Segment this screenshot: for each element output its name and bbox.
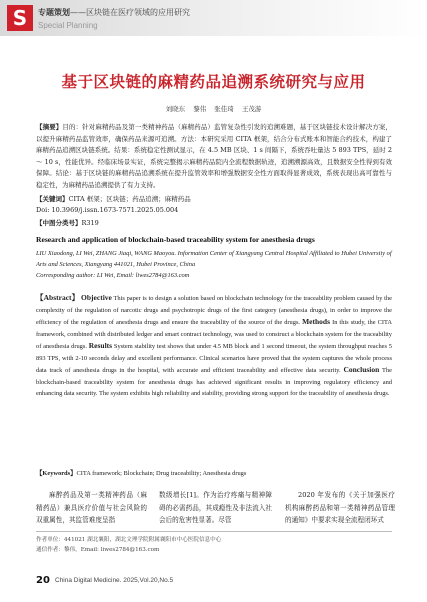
abstract-en-label: 【Abstract】 bbox=[36, 293, 80, 302]
methods-label: Methods bbox=[302, 317, 331, 326]
column-subtitle: ——区块链在医疗领域的应用研究 bbox=[70, 8, 190, 17]
classification-text: R319 bbox=[81, 219, 99, 227]
keywords-en-label: 【Keywords】 bbox=[36, 470, 77, 477]
methods-text: In this study, the CITA framework, combined with distributed ledger and smart contract technology, was used to construct a blockchain system for the traceability of anesthesia drugs. bbox=[36, 319, 393, 350]
page-number: 20 bbox=[36, 575, 50, 586]
footnote-unit: 作者单位：441021 湖北襄阳，湖北文理学院附属襄阳市中心医院信息中心 bbox=[36, 537, 222, 543]
authors-en: LIU Xiaodong, LI Wei, ZHANG Jiaqi, WANG Maoyou. Information Center of Xiangyang Central Hospital Affiliated to Hubei University of Arts and Sciences, Xiangyang 441021, Hubei Province, China bbox=[36, 250, 392, 268]
keywords-cn-text: CITA 框架；区块链；药品追溯；麻精药品 bbox=[68, 195, 191, 203]
conclusion-label: Conclusion bbox=[343, 365, 380, 374]
article-title-cn: 基于区块链的麻精药品追溯系统研究与应用 bbox=[61, 73, 366, 91]
classification bbox=[36, 218, 99, 227]
body-column-3: 2020 年发布的《关于加强医疗机构麻醉药品和第一类精神药品管理的通知》中要求实现全流程闭环式 bbox=[285, 491, 395, 525]
body-column-2: 数级增长[1]。作为治疗疼痛与精神障碍的必需药品，其成瘾性及非法流入社会后的危害性显著。尽管 bbox=[159, 491, 272, 525]
column-name: 专题策划 bbox=[38, 8, 70, 17]
footnote-corresponding: 通信作者：黎伟，Email: liwes2784@163.com bbox=[36, 547, 160, 553]
classification-label: 【中图分类号】 bbox=[36, 219, 82, 227]
article-title-en: Research and application of blockchain-based traceability system for anesthesia drugs bbox=[36, 235, 315, 244]
keywords-en bbox=[36, 468, 392, 477]
conclusion-text: The blockchain-based traceability system for anesthesia drugs has achieved significant results in improving regulatory efficiency and enhancing data security. The system exhibits high reliability and stability, providing strong support for the traceability of anesthesia drugs. bbox=[36, 367, 392, 397]
section-header-bar bbox=[0, 0, 427, 36]
column-title-en: Special Planning bbox=[38, 21, 98, 30]
doi: Doi: 10.3969/j.issn.1673-7571.2025.05.004 bbox=[36, 206, 179, 214]
authors-affiliation-en bbox=[36, 249, 396, 281]
objective-text: This paper is to design a solution based on blockchain technology for the traceability problem caused by the complexity of the regulation of narcotic drugs and psychotropic drugs of the first category (anesthesia drugs), in order to improve the efficiency of the regulation of anesthesia drugs and ensure the traceability of the source of the drugs. bbox=[36, 295, 392, 326]
abstract-cn bbox=[36, 122, 392, 192]
corresponding-author-en: Corresponding author: LI Wei, Email: liwes2784@163.com bbox=[36, 271, 190, 279]
results-text: System stability test shows that under 4.5 MB block and 1 second timeout, the system throughput reaches 5 893 TPS, with 2-10 seconds delay and excellent performance. Clinical scenarios have proved that the system captures the whole process data track of anesthesia drugs in the hospital, with accurate and efficient traceability and effective data security. bbox=[36, 343, 392, 374]
keywords-cn-label: 【关键词】 bbox=[36, 195, 69, 203]
column-title bbox=[38, 7, 190, 18]
abstract-cn-text: 目的：针对麻精药品及第一类精神药品（麻精药品）监管复杂性引发的追溯难题，基于区块链技术设计解决方案，以提升麻精药品监管效率，确保药品来源可追溯。方法：本研究采用 CITA 框架，结合分布式账本和智能合约技术，构建了麻精药品追溯区块链系统。结果：系统稳定性测试显示，在 4.5 MB 区块、1 s 间隔下，系统吞吐量达 5 893 TPS，延时 2 ～ 10 s，性能优异。经临床场景实证，系统完整揭示麻精药品院内全流程数据轨迹，追溯溯源高效，且数据安全性得到有效保障。结论：基于区块链的麻精药品追溯系统在提升监管效率和增强数据安全性方面取得显著成效，系统表现出高可靠性与稳定性，为麻精药品追溯提供了有力支持。 bbox=[36, 123, 393, 189]
results-label: Results bbox=[88, 341, 113, 350]
keywords-en-text: CITA framework; Blockchain; Drug traceability; Anesthesia drugs bbox=[76, 470, 247, 477]
journal-citation: China Digital Medicine. 2025,Vol.20,No.5 bbox=[55, 577, 174, 584]
body-column-1: 麻醉药品及第一类精神药品（麻精药品）兼具医疗价值与社会风险的双重属性，其监管难度呈指 bbox=[36, 491, 147, 525]
keywords-cn bbox=[36, 194, 191, 203]
abstract-cn-label: 【摘要】 bbox=[36, 123, 63, 131]
special-planning-logo: S bbox=[7, 5, 33, 31]
footnote-divider bbox=[36, 531, 392, 532]
objective-label: Objective bbox=[81, 293, 112, 302]
abstract-en bbox=[36, 292, 392, 400]
authors-cn: 刘晓东 黎伟 张佳琦 王茂游 bbox=[165, 105, 262, 113]
